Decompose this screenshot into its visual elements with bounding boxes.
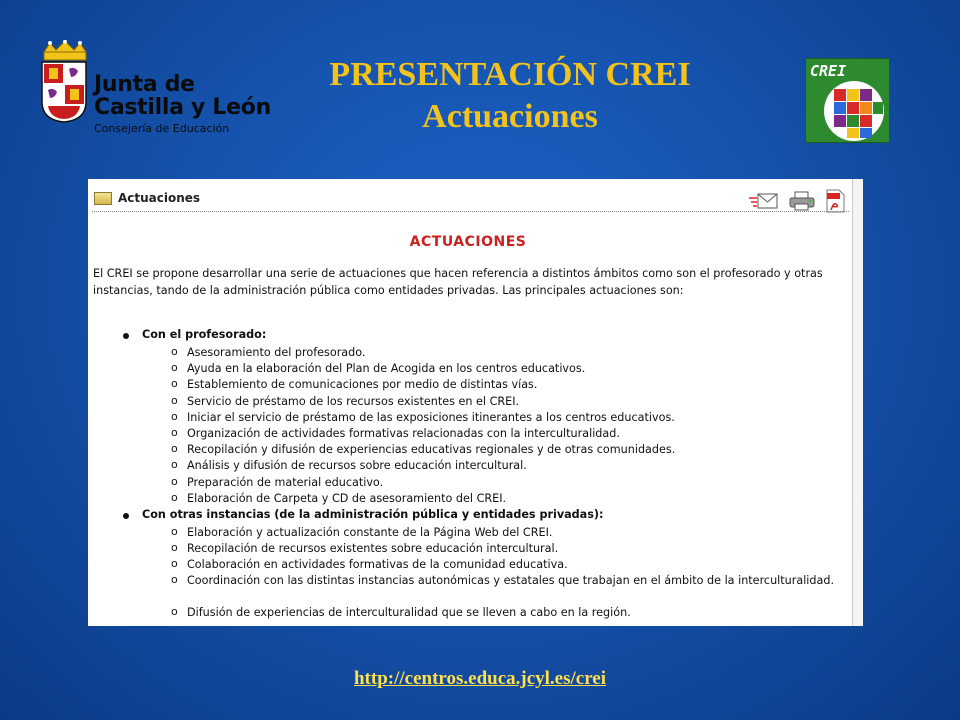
list-item: o Iniciar el servicio de préstamo de las exposiciones itinerantes a los centros educativos. — [171, 409, 675, 424]
circle-bullet-icon: o — [171, 573, 178, 587]
print-icon[interactable] — [789, 191, 815, 211]
circle-bullet-icon: o — [171, 361, 178, 375]
circle-bullet-icon: o — [171, 490, 178, 504]
coat-of-arms-icon — [40, 60, 88, 124]
bullet-icon — [123, 513, 129, 519]
section-heading: ACTUACIONES — [409, 234, 527, 250]
list-item: o Elaboración de Carpeta y CD de asesoramiento del CREI. — [171, 490, 507, 505]
circle-bullet-icon: o — [171, 442, 178, 456]
list-item: o Preparación de material educativo. — [171, 474, 384, 489]
logo-text-line1: Junta de — [94, 72, 195, 97]
group-label: Con el profesorado: — [142, 328, 267, 341]
panel-divider — [92, 211, 849, 212]
list-item: o Difusión de experiencias de interculturalidad que se lleven a cabo en la región. — [171, 605, 631, 620]
circle-bullet-icon: o — [171, 557, 178, 571]
list-item: o Organización de actividades formativas relacionadas con la interculturalidad. — [171, 425, 620, 440]
circle-bullet-icon: o — [171, 345, 178, 358]
panel-tools — [749, 189, 845, 213]
panel-tab-title: Actuaciones — [118, 191, 201, 205]
circle-bullet-icon: o — [171, 605, 178, 619]
circle-bullet-icon: o — [171, 524, 178, 538]
group-label: Con otras instancias (de la administración pública y entidades privadas): — [142, 507, 604, 521]
logo-text-line3: Consejería de Educación — [94, 122, 230, 135]
circle-bullet-icon: o — [171, 541, 178, 555]
intro-paragraph: El CREI se propone desarrollar una serie de actuaciones que hacen referencia a distintos ámbitos como son el profesorado y otras instancias, tando de la administración pública como entidades privadas. Las principales actuaciones son: — [93, 267, 823, 297]
list-item: o Recopilación y difusión de experiencias educativas regionales y de otras comunidades. — [171, 442, 676, 457]
email-icon[interactable] — [749, 192, 779, 210]
title-line2: Actuaciones — [422, 98, 598, 135]
circle-bullet-icon: o — [171, 474, 178, 488]
slide-title — [270, 55, 750, 137]
folder-icon — [94, 192, 112, 205]
group-header — [88, 326, 858, 344]
list-item: o Análisis y difusión de recursos sobre educación intercultural. — [171, 458, 527, 473]
logo-text-line2: Castilla y León — [94, 95, 271, 120]
list-item: o Elaboración y actualización constante de la Página Web del CREI. — [171, 524, 553, 539]
circle-bullet-icon: o — [171, 458, 178, 472]
group-header — [88, 506, 858, 524]
content-panel — [88, 179, 863, 626]
crown-icon — [42, 40, 88, 62]
pdf-icon[interactable] — [825, 189, 845, 213]
crei-logo — [805, 58, 890, 143]
actions-list — [88, 326, 858, 621]
crei-logo-label: CREI — [810, 62, 847, 80]
list-item: o Recopilación de recursos existentes sobre educación intercultural. — [171, 541, 559, 556]
list-item: o Colaboración en actividades formativas de la comunidad educativa. — [171, 557, 568, 572]
circle-bullet-icon: o — [171, 425, 178, 439]
list-item: o Ayuda en la elaboración del Plan de Acogida en los centros educativos. — [171, 361, 586, 376]
list-item: o Coordinación con las distintas instancias autonómicas y estatales que trabajan en el ámbito de la interculturalidad. — [171, 573, 835, 588]
bullet-icon — [123, 333, 129, 339]
junta-castilla-leon-logo — [38, 40, 271, 145]
panel-header — [94, 191, 200, 205]
circle-bullet-icon: o — [171, 409, 178, 423]
circle-bullet-icon: o — [171, 393, 178, 407]
list-item: o Establemiento de comunicaciones por medio de distintas vías. — [171, 377, 538, 392]
list-item: o Servicio de préstamo de los recursos existentes en el CREI. — [171, 393, 520, 408]
circle-bullet-icon: o — [171, 377, 178, 391]
title-line1: PRESENTACIÓN CREI — [329, 56, 691, 93]
crei-website-link[interactable]: http://centros.educa.jcyl.es/crei — [353, 668, 607, 689]
list-item: o Asesoramiento del profesorado. — [171, 345, 366, 359]
